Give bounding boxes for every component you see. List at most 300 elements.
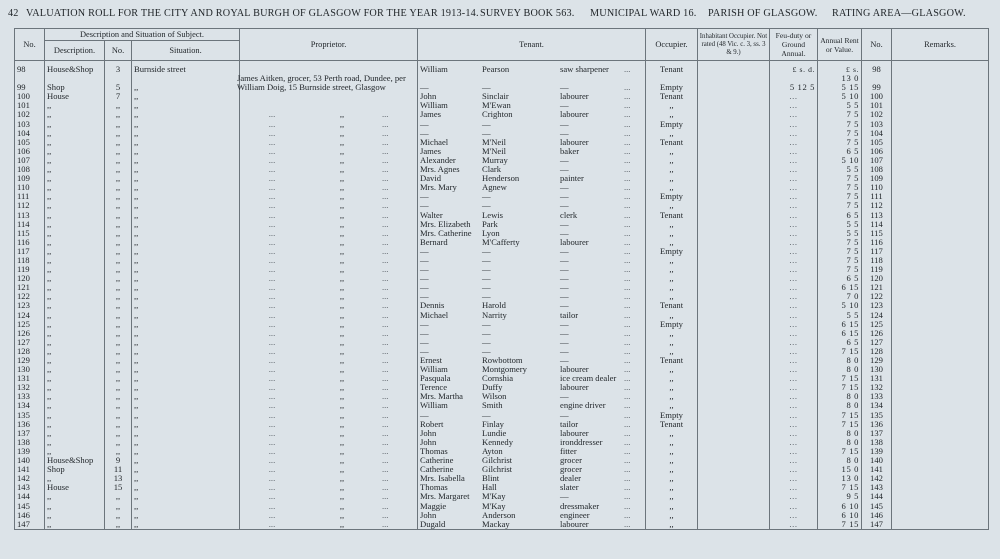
row-proprietor: [240, 338, 418, 347]
row-number: 140: [15, 456, 45, 465]
row-number-right: 129: [862, 356, 892, 365]
col-inhabitant-occupier: Inhabitant Occupier. Not rated (48 Vic. c. 3, ss. 3 & 9.): [698, 29, 770, 61]
row-tenant: [418, 147, 646, 156]
leader-dots: ...: [624, 492, 631, 502]
row-proprietor: [240, 174, 418, 183]
row-proprietor: [240, 511, 418, 520]
row-number-right: 100: [862, 92, 892, 101]
row-description: ,,: [45, 292, 105, 301]
tenant-surname: —: [482, 319, 491, 329]
tenant-occupation: —: [560, 119, 569, 129]
row-occupier: ,,: [646, 256, 698, 265]
row-occupier: Tenant: [646, 92, 698, 101]
row-number-right: 102: [862, 110, 892, 119]
tenant-surname: —: [482, 246, 491, 256]
ditto-mark: ...: [382, 255, 389, 265]
row-tenant: [418, 438, 646, 447]
ditto-mark: ...: [382, 501, 389, 511]
ditto-mark: ...: [268, 174, 276, 184]
row-situation: ,,: [132, 401, 240, 410]
row-feu-duty: [770, 156, 818, 165]
rent-value: 5 5: [846, 228, 859, 238]
leader-dots: ...: [624, 319, 631, 329]
tenant-occupation: engineer: [560, 510, 590, 520]
row-feu-duty: [770, 411, 818, 420]
leader-dots: ...: [624, 410, 631, 420]
row-annual-rent: [818, 329, 862, 338]
row-number-right: 139: [862, 447, 892, 456]
ditto-mark: ,,: [339, 492, 345, 502]
ditto-mark: ...: [382, 192, 389, 202]
row-occupier: ,,: [646, 474, 698, 483]
leader-dots: ...: [789, 519, 798, 529]
ditto-mark: ...: [268, 456, 276, 466]
row-house-number: ,,: [105, 265, 132, 274]
row-tenant: [418, 374, 646, 383]
row-house-number: ,,: [105, 229, 132, 238]
row-remarks: [892, 92, 989, 101]
row-annual-rent: [818, 420, 862, 429]
row-description: ,,: [45, 101, 105, 110]
row-feu-duty: [770, 511, 818, 520]
tenant-forename: —: [420, 265, 429, 275]
row-remarks: [892, 401, 989, 410]
row-house-number: ,,: [105, 320, 132, 329]
rent-value: 5 10: [841, 155, 859, 165]
tenant-forename: —: [420, 201, 429, 211]
row-proprietor: [240, 120, 418, 129]
tenant-occupation: labourer: [560, 383, 589, 393]
row-number-right: 127: [862, 338, 892, 347]
row-inhabitant-occupier: [698, 338, 770, 347]
row-number-right: 110: [862, 183, 892, 192]
tenant-forename: Robert: [420, 419, 444, 429]
row-feu-duty: [770, 183, 818, 192]
ditto-mark: ,,: [339, 337, 345, 347]
tenant-forename: Mrs. Margaret: [420, 492, 470, 502]
row-inhabitant-occupier: [698, 274, 770, 283]
tenant-surname: Kennedy: [482, 437, 514, 447]
row-description: ,,: [45, 192, 105, 201]
table-row: [15, 383, 989, 392]
row-description: House&Shop: [45, 456, 105, 465]
ditto-mark: ,,: [339, 483, 345, 493]
row-situation: ,,: [132, 192, 240, 201]
row-number-right: 144: [862, 492, 892, 501]
row-feu-duty: [770, 438, 818, 447]
row-description: ,,: [45, 356, 105, 365]
ditto-mark: ...: [268, 165, 276, 175]
row-proprietor: [240, 347, 418, 356]
leader-dots: ...: [789, 201, 798, 211]
table-row: [15, 374, 989, 383]
row-inhabitant-occupier: [698, 165, 770, 174]
leader-dots: ...: [624, 201, 631, 211]
col-description-group: Description and Situation of Subject.: [45, 29, 240, 41]
ditto-mark: ...: [382, 365, 389, 375]
row-occupier: ,,: [646, 174, 698, 183]
tenant-surname: —: [482, 283, 491, 293]
row-proprietor: [240, 238, 418, 247]
tenant-surname: Crighton: [482, 110, 513, 120]
rent-value: 6 5: [846, 337, 859, 347]
ditto-mark: ,,: [339, 410, 345, 420]
tenant-occupation: —: [560, 265, 569, 275]
row-number: 119: [15, 265, 45, 274]
tenant-surname: —: [482, 83, 491, 93]
table-row: [15, 329, 989, 338]
col-feu-duty: Feu-duty or Ground Annual.: [770, 29, 818, 61]
tenant-occupation: —: [560, 319, 569, 329]
leader-dots: ...: [789, 92, 798, 102]
row-feu-duty: [770, 129, 818, 138]
ditto-mark: ...: [382, 510, 389, 520]
row-tenant: [418, 420, 646, 429]
row-remarks: [892, 274, 989, 283]
tenant-occupation: —: [560, 101, 569, 111]
row-annual-rent: [818, 110, 862, 119]
row-annual-rent: [818, 447, 862, 456]
leader-dots: ...: [789, 401, 798, 411]
row-description: ,,: [45, 474, 105, 483]
row-description: ,,: [45, 110, 105, 119]
ditto-mark: ...: [382, 165, 389, 175]
ditto-mark: ...: [382, 219, 389, 229]
row-description: House: [45, 483, 105, 492]
row-inhabitant-occupier: [698, 183, 770, 192]
ditto-mark: ...: [382, 228, 389, 238]
tenant-surname: Lyon: [482, 228, 500, 238]
row-situation: ,,: [132, 101, 240, 110]
tenant-surname: Montgomery: [482, 365, 527, 375]
row-remarks: [892, 165, 989, 174]
row-remarks: [892, 192, 989, 201]
ditto-mark: ...: [268, 210, 276, 220]
row-number: 136: [15, 420, 45, 429]
ditto-mark: ,,: [339, 219, 345, 229]
tenant-forename: Michael: [420, 137, 449, 147]
row-house-number: ,,: [105, 138, 132, 147]
row-tenant: [418, 120, 646, 129]
row-feu-duty: [770, 229, 818, 238]
ditto-mark: ...: [382, 319, 389, 329]
row-number-right: 137: [862, 429, 892, 438]
table-row: [15, 365, 989, 374]
row-description: ,,: [45, 301, 105, 310]
row-number-right: 131: [862, 374, 892, 383]
row-number-right: 101: [862, 101, 892, 110]
tenant-occupation: dressmaker: [560, 501, 600, 511]
ditto-mark: ...: [382, 492, 389, 502]
row-tenant: [418, 220, 646, 229]
row-annual-rent: [818, 338, 862, 347]
row-situation: ,,: [132, 392, 240, 401]
row-inhabitant-occupier: [698, 110, 770, 119]
tenant-occupation: —: [560, 301, 569, 311]
leader-dots: ...: [624, 346, 631, 356]
row-number-right: 146: [862, 511, 892, 520]
row-tenant: [418, 156, 646, 165]
row-remarks: [892, 356, 989, 365]
ditto-mark: ...: [382, 419, 389, 429]
table-row: [15, 129, 989, 138]
ditto-mark: ...: [268, 219, 276, 229]
row-inhabitant-occupier: [698, 392, 770, 401]
ditto-mark: ...: [268, 474, 276, 484]
leader-dots: ...: [624, 174, 631, 184]
ditto-mark: ...: [268, 265, 276, 275]
row-house-number: ,,: [105, 301, 132, 310]
tenant-forename: —: [420, 255, 429, 265]
tenant-forename: William: [420, 101, 448, 111]
row-remarks: [892, 138, 989, 147]
row-occupier: Empty: [646, 320, 698, 329]
rent-value: 5 15: [841, 83, 859, 93]
ditto-mark: ...: [382, 137, 389, 147]
row-feu-duty: [770, 174, 818, 183]
tenant-surname: M'Kay: [482, 501, 506, 511]
row-number: 120: [15, 274, 45, 283]
row-occupier: ,,: [646, 438, 698, 447]
rent-value: 6 5: [846, 274, 859, 284]
row-feu-duty: [770, 61, 818, 84]
ditto-mark: ...: [382, 483, 389, 493]
col-remarks: Remarks.: [892, 29, 989, 61]
tenant-forename: Mrs. Elizabeth: [420, 219, 471, 229]
row-occupier: ,,: [646, 220, 698, 229]
tenant-surname: Rowbottom: [482, 356, 523, 365]
row-number-right: 145: [862, 502, 892, 511]
row-occupier: ,,: [646, 292, 698, 301]
row-feu-duty: [770, 483, 818, 492]
row-number-right: 136: [862, 420, 892, 429]
row-annual-rent: [818, 183, 862, 192]
ditto-mark: ...: [382, 346, 389, 356]
rent-value: 7 5: [846, 137, 859, 147]
tenant-occupation: labourer: [560, 428, 589, 438]
row-feu-duty: [770, 456, 818, 465]
row-occupier: ,,: [646, 129, 698, 138]
row-feu-duty: [770, 301, 818, 310]
tenant-forename: John: [420, 437, 437, 447]
row-number: 127: [15, 338, 45, 347]
tenant-surname: Wilson: [482, 392, 507, 402]
row-number: 124: [15, 311, 45, 320]
tenant-occupation: —: [560, 283, 569, 293]
tenant-forename: David: [420, 174, 442, 184]
tenant-forename: James: [420, 110, 442, 120]
row-annual-rent: [818, 429, 862, 438]
rent-value: 8 0: [846, 456, 859, 466]
row-description: Shop: [45, 465, 105, 474]
row-feu-duty: [770, 465, 818, 474]
row-house-number: ,,: [105, 292, 132, 301]
row-inhabitant-occupier: [698, 101, 770, 110]
tenant-forename: —: [420, 128, 429, 138]
leader-dots: ...: [789, 465, 798, 475]
row-proprietor: [240, 147, 418, 156]
row-description: ,,: [45, 283, 105, 292]
row-proprietor: [240, 201, 418, 210]
row-remarks: [892, 474, 989, 483]
row-occupier: ,,: [646, 374, 698, 383]
row-inhabitant-occupier: [698, 401, 770, 410]
row-description: ,,: [45, 420, 105, 429]
row-tenant: [418, 101, 646, 110]
leader-dots: ...: [624, 237, 631, 247]
leader-dots: ...: [624, 483, 631, 493]
row-remarks: [892, 265, 989, 274]
ditto-mark: ,,: [339, 283, 345, 293]
table-row: [15, 120, 989, 129]
row-annual-rent: [818, 129, 862, 138]
row-remarks: [892, 492, 989, 501]
table-row: [15, 283, 989, 292]
table-row: [15, 429, 989, 438]
row-number: 132: [15, 383, 45, 392]
tenant-occupation: ironddresser: [560, 437, 603, 447]
ditto-mark: ...: [268, 483, 276, 493]
tenant-surname: Henderson: [482, 174, 520, 184]
row-house-number: ,,: [105, 420, 132, 429]
row-number-right: 123: [862, 301, 892, 310]
leader-dots: ...: [624, 510, 631, 520]
row-remarks: [892, 520, 989, 530]
row-feu-duty: [770, 329, 818, 338]
row-description: House&Shop: [45, 61, 105, 84]
tenant-forename: —: [420, 192, 429, 202]
row-house-number: ,,: [105, 347, 132, 356]
row-remarks: [892, 429, 989, 438]
row-proprietor: [240, 383, 418, 392]
row-number-right: 130: [862, 365, 892, 374]
ditto-mark: ...: [382, 119, 389, 129]
row-annual-rent: [818, 201, 862, 210]
row-number-right: 132: [862, 383, 892, 392]
row-feu-duty: [770, 138, 818, 147]
row-annual-rent: [818, 61, 862, 84]
ditto-mark: ,,: [339, 265, 345, 275]
row-house-number: ,,: [105, 247, 132, 256]
row-proprietor: [240, 110, 418, 119]
tenant-occupation: ice cream dealer: [560, 374, 617, 384]
row-remarks: [892, 456, 989, 465]
row-situation: ,,: [132, 347, 240, 356]
ditto-mark: ,,: [339, 437, 345, 447]
row-feu-duty: [770, 165, 818, 174]
row-annual-rent: [818, 356, 862, 365]
leader-dots: ...: [789, 456, 798, 466]
tenant-occupation: —: [560, 228, 569, 238]
table-row: [15, 211, 989, 220]
row-inhabitant-occupier: [698, 365, 770, 374]
rent-value: 6 5: [846, 210, 859, 220]
row-proprietor: [240, 229, 418, 238]
row-situation: ,,: [132, 274, 240, 283]
tenant-surname: —: [482, 255, 491, 265]
tenant-forename: Thomas: [420, 446, 448, 456]
row-annual-rent: [818, 283, 862, 292]
ditto-mark: ,,: [339, 501, 345, 511]
row-description: ,,: [45, 229, 105, 238]
table-row: [15, 420, 989, 429]
leader-dots: ...: [624, 474, 631, 484]
row-tenant: [418, 347, 646, 356]
ditto-mark: ,,: [339, 519, 345, 529]
row-occupier: ,,: [646, 265, 698, 274]
row-number-right: 105: [862, 138, 892, 147]
row-feu-duty: [770, 474, 818, 483]
row-description: ,,: [45, 220, 105, 229]
ditto-mark: ,,: [339, 192, 345, 202]
leader-dots: ...: [789, 356, 798, 365]
rent-value: 8 0: [846, 392, 859, 402]
row-number-right: 138: [862, 438, 892, 447]
row-proprietor: [240, 520, 418, 530]
row-description: House: [45, 92, 105, 101]
row-remarks: [892, 374, 989, 383]
ditto-mark: ...: [382, 392, 389, 402]
ditto-mark: ...: [268, 501, 276, 511]
ditto-mark: ...: [382, 246, 389, 256]
row-description: ,,: [45, 520, 105, 530]
row-house-number: ,,: [105, 156, 132, 165]
row-remarks: [892, 129, 989, 138]
rent-value: 6 10: [841, 501, 859, 511]
tenant-occupation: tailor: [560, 310, 579, 320]
ditto-mark: ...: [382, 183, 389, 193]
row-tenant: [418, 192, 646, 201]
row-feu-duty: [770, 120, 818, 129]
row-description: ,,: [45, 329, 105, 338]
row-house-number: ,,: [105, 120, 132, 129]
row-feu-duty: [770, 429, 818, 438]
row-proprietor: [240, 374, 418, 383]
row-number-right: 120: [862, 274, 892, 283]
row-situation: ,,: [132, 265, 240, 274]
row-occupier: ,,: [646, 101, 698, 110]
row-occupier: ,,: [646, 110, 698, 119]
row-house-number: 11: [105, 465, 132, 474]
row-house-number: ,,: [105, 256, 132, 265]
tenant-occupation: labourer: [560, 519, 589, 529]
tenant-occupation: slater: [560, 483, 579, 493]
row-number-right: 104: [862, 129, 892, 138]
row-tenant: [418, 138, 646, 147]
row-annual-rent: [818, 465, 862, 474]
row-inhabitant-occupier: [698, 492, 770, 501]
row-remarks: [892, 211, 989, 220]
row-house-number: ,,: [105, 392, 132, 401]
ditto-mark: ...: [382, 210, 389, 220]
tenant-surname: Gilchrist: [482, 465, 513, 475]
ditto-mark: ...: [268, 274, 276, 284]
row-situation: ,,: [132, 211, 240, 220]
row-number: 106: [15, 147, 45, 156]
ditto-mark: ,,: [339, 110, 345, 120]
tenant-occupation: grocer: [560, 456, 582, 466]
row-inhabitant-occupier: [698, 383, 770, 392]
tenant-forename: Dugald: [420, 519, 446, 529]
row-remarks: [892, 320, 989, 329]
leader-dots: ...: [789, 237, 798, 247]
row-inhabitant-occupier: [698, 311, 770, 320]
ditto-mark: ...: [382, 237, 389, 247]
leader-dots: ...: [624, 101, 631, 111]
leader-dots: ...: [789, 383, 798, 393]
ditto-mark: ,,: [339, 201, 345, 211]
row-number: 99: [15, 83, 45, 92]
